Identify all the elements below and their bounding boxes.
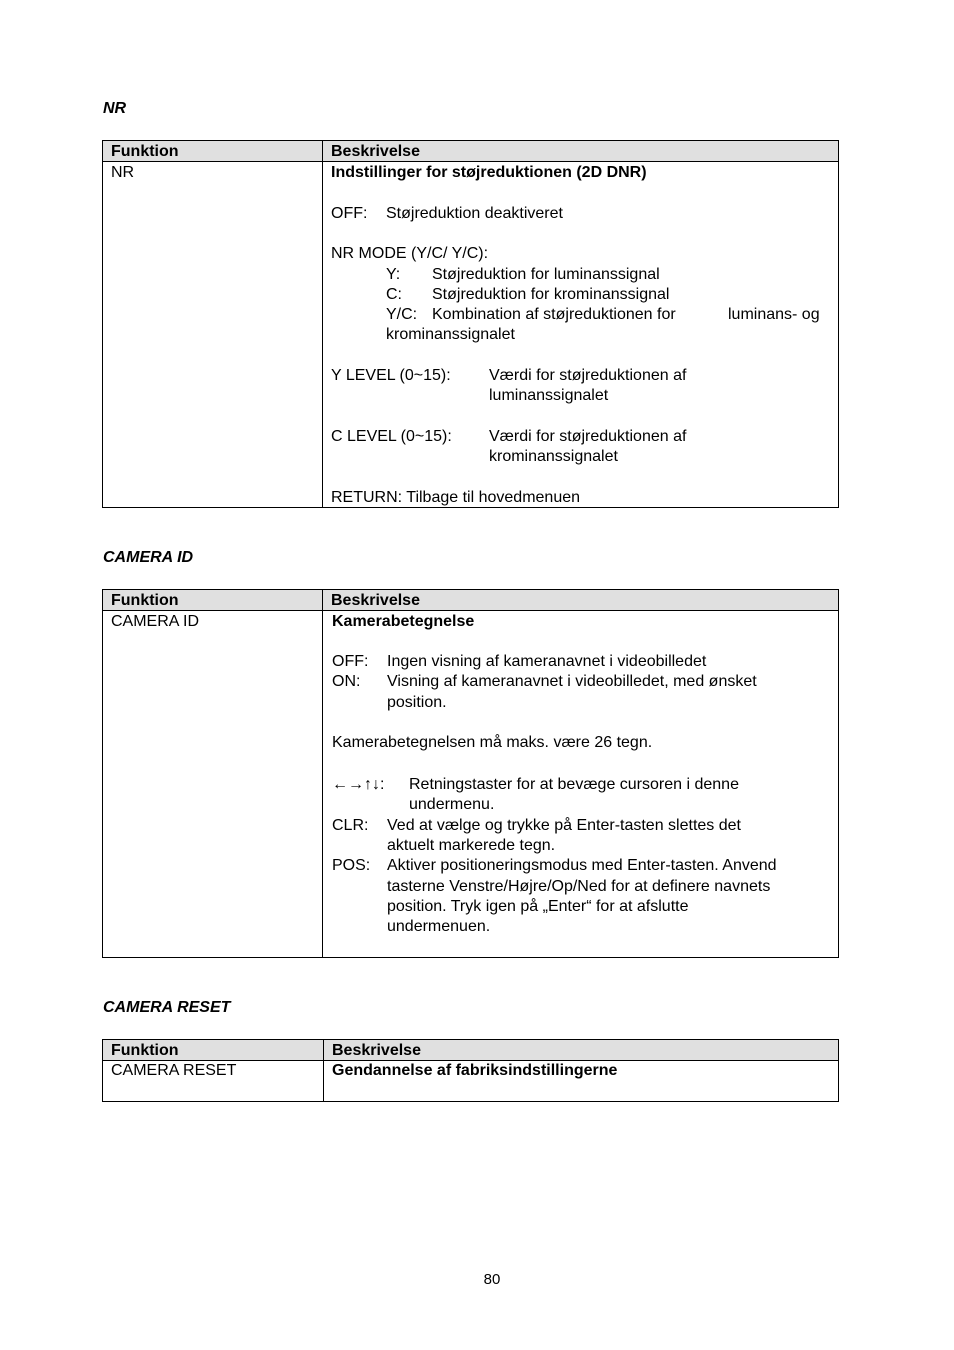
option-key-off: OFF: bbox=[332, 653, 369, 670]
option-text-c: Støjreduktion for krominanssignal bbox=[432, 286, 670, 303]
table-camera-reset bbox=[102, 1039, 839, 1102]
option-key-off: OFF: bbox=[331, 205, 368, 222]
return-line: RETURN: Tilbage til hovedmenuen bbox=[331, 489, 581, 506]
col-header-funktion: Funktion bbox=[111, 592, 179, 609]
option-key-pos: POS: bbox=[332, 857, 371, 874]
nr-mode-label: NR MODE (Y/C/ Y/C): bbox=[331, 245, 489, 262]
c-level-text: Værdi for støjreduktionen af bbox=[489, 428, 687, 445]
table-nr bbox=[102, 140, 839, 508]
option-text-clr-wrap: aktuelt markerede tegn. bbox=[387, 837, 556, 854]
option-text-yc-wrap: krominanssignalet bbox=[386, 326, 515, 343]
col-header-beskrivelse: Beskrivelse bbox=[331, 592, 420, 609]
option-text-clr: Ved at vælge og trykke på Enter-tasten slettes det bbox=[387, 817, 741, 834]
col-header-funktion: Funktion bbox=[111, 1042, 179, 1059]
option-text-off: Støjreduktion deaktiveret bbox=[386, 205, 563, 222]
c-level-label: C LEVEL (0~15): bbox=[331, 428, 452, 445]
description-title: Gendannelse af fabriksindstillingerne bbox=[332, 1062, 618, 1079]
option-key-c: C: bbox=[386, 286, 402, 303]
arrow-keys-text: Retningstaster for at bevæge cursoren i denne bbox=[409, 776, 739, 793]
function-name: NR bbox=[111, 164, 135, 181]
col-header-beskrivelse: Beskrivelse bbox=[331, 143, 420, 160]
y-level-text: Værdi for støjreduktionen af bbox=[489, 367, 687, 384]
option-key-on: ON: bbox=[332, 673, 361, 690]
option-text-pos: Aktiver positioneringsmodus med Enter-tasten. Anvend bbox=[387, 857, 777, 874]
arrow-keys-icon: ←→↑↓: bbox=[332, 776, 385, 793]
option-text-y: Støjreduktion for luminanssignal bbox=[432, 266, 660, 283]
column-divider bbox=[322, 141, 323, 507]
column-divider bbox=[323, 1040, 324, 1101]
table-header bbox=[103, 1040, 838, 1061]
col-header-beskrivelse: Beskrivelse bbox=[332, 1042, 421, 1059]
option-text-on: Visning af kameranavnet i videobilledet, med ønsket bbox=[387, 673, 757, 690]
page-number: 80 bbox=[483, 1271, 501, 1288]
option-text-off: Ingen visning af kameranavnet i videobilledet bbox=[387, 653, 707, 670]
function-name: CAMERA RESET bbox=[111, 1062, 237, 1079]
section-heading-camera-id: CAMERA ID bbox=[103, 549, 194, 566]
section-heading-camera-reset: CAMERA RESET bbox=[103, 999, 231, 1016]
description-title: Kamerabetegnelse bbox=[332, 613, 475, 630]
c-level-text-wrap: krominanssignalet bbox=[489, 448, 618, 465]
table-header bbox=[103, 141, 838, 162]
section-heading-nr: NR bbox=[103, 100, 127, 117]
col-header-funktion: Funktion bbox=[111, 143, 179, 160]
description-title: Indstillinger for støjreduktionen (2D DNR) bbox=[331, 164, 647, 181]
option-key-clr: CLR: bbox=[332, 817, 369, 834]
option-key-y: Y: bbox=[386, 266, 401, 283]
table-header bbox=[103, 590, 838, 611]
arrow-keys-text-wrap: undermenu. bbox=[409, 796, 495, 813]
option-text-pos-wrap2: position. Tryk igen på „Enter“ for at afslutte bbox=[387, 898, 689, 915]
option-text-yc: Kombination af støjreduktionen for bbox=[432, 306, 676, 323]
option-text-on-wrap: position. bbox=[387, 694, 447, 711]
column-divider bbox=[322, 590, 323, 957]
option-key-yc: Y/C: bbox=[386, 306, 418, 323]
table-camera-id bbox=[102, 589, 839, 958]
y-level-label: Y LEVEL (0~15): bbox=[331, 367, 451, 384]
option-text-yc-cont: luminans- og bbox=[728, 306, 820, 323]
y-level-text-wrap: luminanssignalet bbox=[489, 387, 609, 404]
max-chars-note: Kamerabetegnelsen må maks. være 26 tegn. bbox=[332, 734, 653, 751]
option-text-pos-wrap1: tasterne Venstre/Højre/Op/Ned for at definere navnets bbox=[387, 878, 771, 895]
option-text-pos-wrap3: undermenuen. bbox=[387, 918, 491, 935]
function-name: CAMERA ID bbox=[111, 613, 200, 630]
